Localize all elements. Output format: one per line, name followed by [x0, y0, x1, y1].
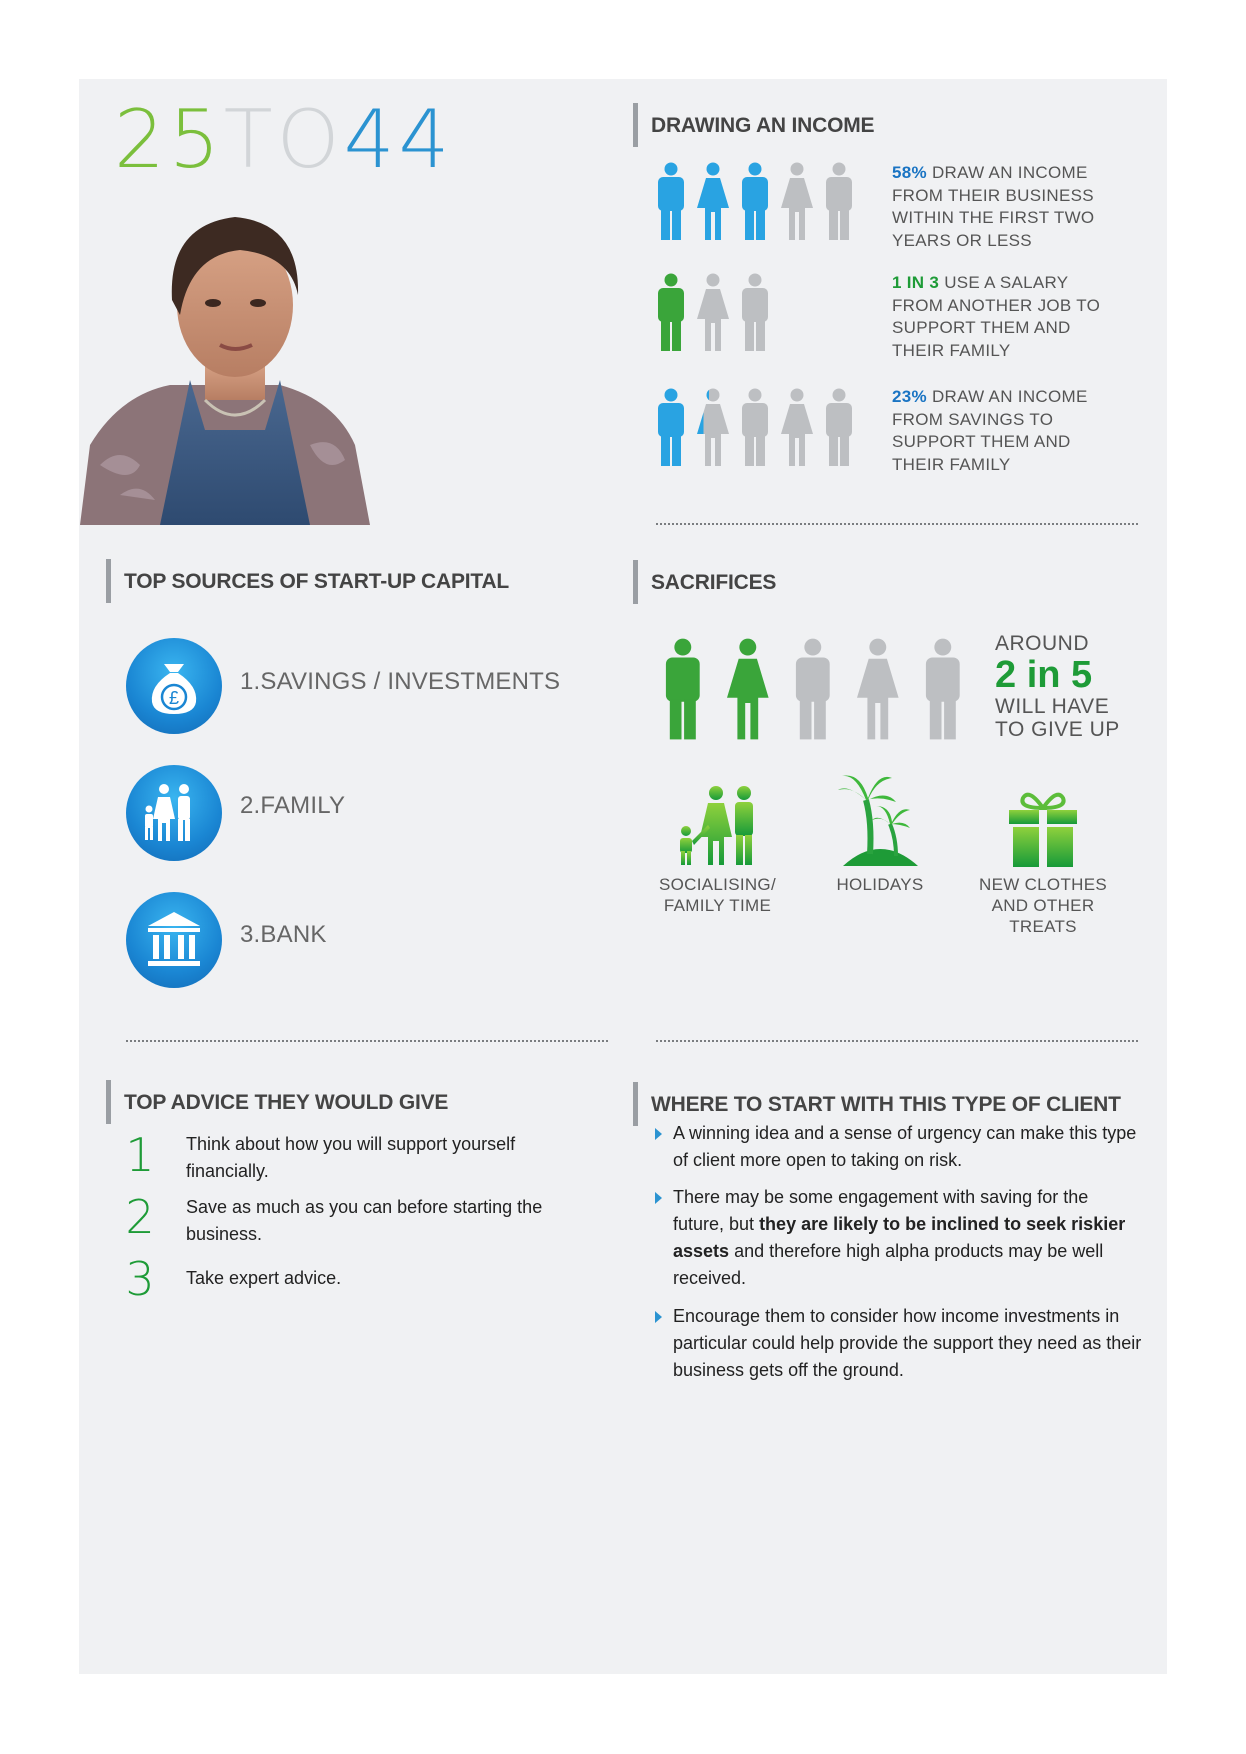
income-stat-3: 23% DRAW AN INCOME FROM SAVINGS TO SUPPORT THEM AND THEIR FAMILY — [892, 387, 1088, 474]
divider — [656, 523, 1138, 525]
advice-heading: TOP ADVICE THEY WOULD GIVE — [106, 1088, 448, 1118]
male-figure-icon — [826, 389, 852, 467]
male-figure-icon — [742, 274, 768, 352]
male-figure-icon — [742, 163, 768, 241]
capital-heading: TOP SOURCES OF START-UP CAPITAL — [106, 567, 509, 597]
palm-island-icon — [838, 772, 924, 868]
male-figure-icon — [658, 389, 684, 467]
female-figure-icon — [857, 639, 899, 740]
sacrifices-heading: SACRIFICES — [633, 568, 776, 598]
advice-text-2: Save as much as you can before starting the business. — [186, 1197, 543, 1244]
male-figure-icon — [742, 389, 768, 467]
female-figure-icon — [697, 163, 729, 241]
money-bag-icon — [126, 638, 222, 734]
income-pictogram-1 — [655, 162, 865, 246]
family-time-icon — [672, 785, 762, 867]
male-figure-icon — [826, 163, 852, 241]
income-pictogram-2 — [655, 273, 785, 357]
divider — [126, 1040, 608, 1042]
female-figure-icon — [697, 274, 729, 352]
capital-item-1: 1.SAVINGS / INVESTMENTS — [240, 668, 561, 695]
male-figure-icon — [926, 639, 960, 740]
male-figure-icon — [666, 639, 700, 740]
female-figure-icon — [697, 389, 729, 467]
sacrifice-label-socialising: SOCIALISING/ FAMILY TIME — [659, 875, 776, 915]
portrait-photo — [80, 195, 376, 525]
where-to-start-heading: WHERE TO START WITH THIS TYPE OF CLIENT — [633, 1090, 1121, 1120]
where-bullet-2: There may be some engagement with saving for the future, but they are likely to be inclined to seek riskier assets and therefore high alpha products may be well received. — [655, 1184, 1143, 1292]
gift-icon — [1007, 790, 1079, 868]
income-stat-2: 1 IN 3 USE A SALARY FROM ANOTHER JOB TO SUPPORT THEM AND THEIR FAMILY — [892, 273, 1101, 360]
sacrifice-label-treats: NEW CLOTHES AND OTHER TREATS — [979, 875, 1107, 936]
advice-number-2: 2 — [125, 1190, 155, 1244]
female-figure-icon — [727, 639, 769, 740]
sacrifices-ratio: AROUND 2 in 5 WILL HAVE TO GIVE UP — [995, 632, 1120, 741]
capital-item-2: 2.FAMILY — [240, 792, 346, 819]
family-icon — [126, 765, 222, 861]
bank-icon — [126, 892, 222, 988]
where-bullet-3: Encourage them to consider how income investments in particular could help provide the support they need as their business gets off the ground. — [655, 1303, 1143, 1384]
capital-item-3: 3.BANK — [240, 921, 327, 948]
advice-text-1: Think about how you will support yourself financially. — [186, 1134, 516, 1181]
where-bullet-1: A winning idea and a sense of urgency can make this type of client more open to taking on risk. — [655, 1120, 1143, 1174]
income-pictogram-3 — [655, 388, 865, 472]
drawing-income-heading: DRAWING AN INCOME — [633, 111, 874, 141]
sacrifices-pictogram — [662, 638, 982, 746]
male-figure-icon — [658, 274, 684, 352]
divider — [656, 1040, 1138, 1042]
svg-text:£: £ — [168, 688, 180, 708]
male-figure-icon — [658, 163, 684, 241]
female-figure-icon — [781, 389, 813, 467]
income-stat-1: 58% DRAW AN INCOME FROM THEIR BUSINESS WITHIN THE FIRST TWO YEARS OR LESS — [892, 163, 1095, 250]
page-title: 25TO44 — [114, 93, 454, 186]
advice-text-3: Take expert advice. — [186, 1268, 342, 1288]
male-figure-icon — [796, 639, 830, 740]
sacrifice-label-holidays: HOLIDAYS — [836, 875, 924, 894]
advice-number-1: 1 — [125, 1128, 155, 1182]
female-figure-icon — [781, 163, 813, 241]
advice-number-3: 3 — [125, 1252, 155, 1306]
